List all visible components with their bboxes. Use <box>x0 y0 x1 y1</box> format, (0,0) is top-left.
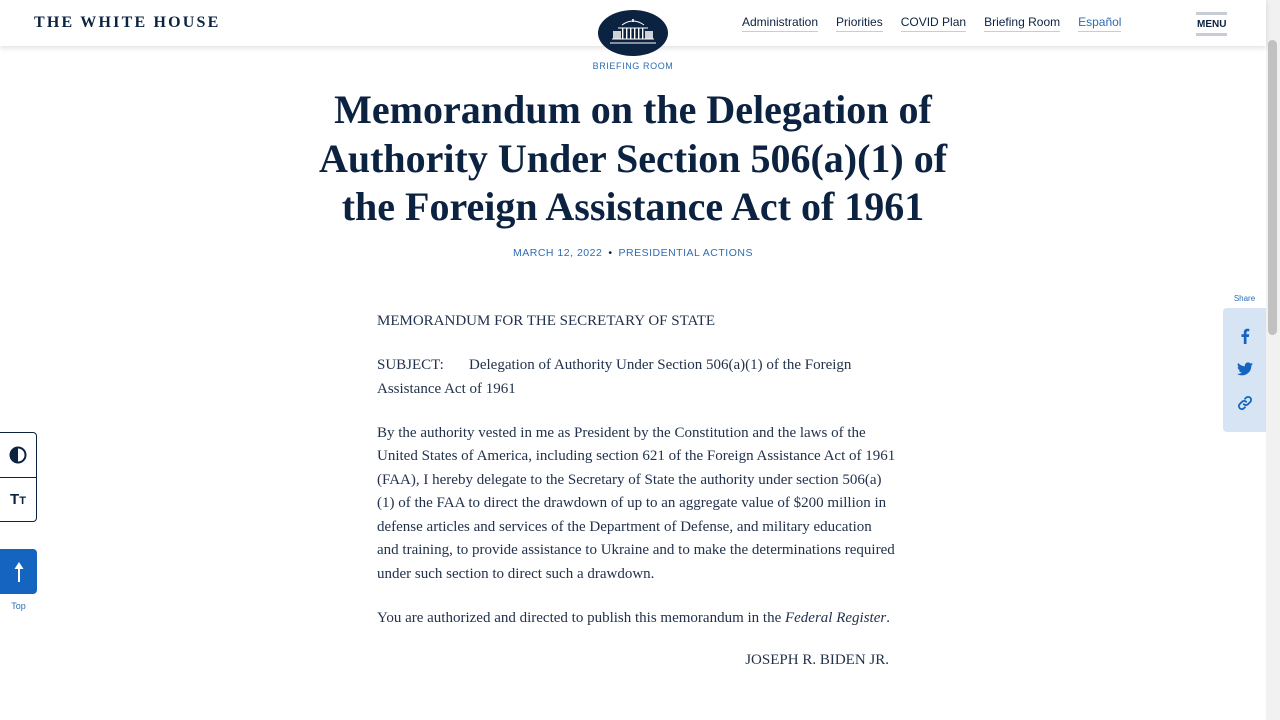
text-size-button[interactable] <box>0 477 36 521</box>
nav-covid-plan[interactable]: COVID Plan <box>901 15 966 32</box>
subject-label: SUBJECT: <box>377 357 444 373</box>
publish-text: You are authorized and directed to publish this memorandum in the <box>377 609 785 626</box>
memo-subject <box>377 354 897 401</box>
seal-label[interactable]: BRIEFING ROOM <box>592 61 674 71</box>
subject-text: Delegation of Authority Under Section 506(a)(1) of the Foreign Assistance Act of 1961 <box>377 357 852 397</box>
article-body <box>377 310 897 693</box>
article-date: MARCH 12, 2022 <box>513 247 603 259</box>
text-size-glyph-large: T <box>10 491 20 508</box>
memo-addressee: MEMORANDUM FOR THE SECRETARY OF STATE <box>377 313 716 329</box>
site-brand[interactable]: THE WHITE HOUSE <box>34 14 221 31</box>
federal-register-text: Federal Register <box>784 609 887 626</box>
article-category-link[interactable]: PRESIDENTIAL ACTIONS <box>618 247 753 259</box>
contrast-toggle-button[interactable] <box>0 433 36 477</box>
nav-briefing-room[interactable]: Briefing Room <box>984 15 1060 32</box>
page-scrollbar[interactable] <box>1266 0 1280 720</box>
link-icon <box>1237 395 1253 411</box>
memo-paragraph-publish <box>377 607 897 631</box>
text-size-icon <box>10 491 26 508</box>
publish-end: . <box>886 609 890 626</box>
share-facebook-button[interactable] <box>1223 321 1266 351</box>
back-to-top-button[interactable] <box>0 549 37 594</box>
article-meta <box>290 247 976 259</box>
memo-signature: JOSEPH R. BIDEN JR. <box>745 651 889 668</box>
memo-paragraph-authority: By the authority vested in me as President by the Constitution and the laws of the United States of America, including section 621 of the Foreign Assistance Act of 1961 (FAA), I hereby delegate to the Secretary of State the authority under section 506(a)(1) of the FAA to direct the drawdown of up to an aggregate value of $200 million in defense articles and services of the Department of Defense, and military education and training, to provide assistance to Ukraine and to make the determinations required under such section to direct such a drawdown. <box>377 424 896 582</box>
arrow-up-icon <box>13 560 25 584</box>
back-to-top-label[interactable]: Top <box>11 601 26 611</box>
white-house-seal-icon[interactable] <box>598 10 668 56</box>
facebook-icon <box>1240 328 1250 344</box>
contrast-icon <box>9 446 27 464</box>
twitter-icon <box>1237 362 1253 376</box>
accessibility-toolbar <box>0 432 37 522</box>
share-panel <box>1223 308 1266 432</box>
menu-label: MENU <box>1197 19 1227 30</box>
menu-button[interactable] <box>1196 12 1228 36</box>
nav-priorities[interactable]: Priorities <box>836 15 883 32</box>
share-copy-link-button[interactable] <box>1223 388 1266 418</box>
nav-administration[interactable]: Administration <box>742 15 818 32</box>
share-label: Share <box>1233 294 1256 303</box>
scrollbar-thumb[interactable] <box>1268 40 1277 335</box>
text-size-glyph-small: T <box>19 495 26 507</box>
menu-bar-bottom <box>1196 33 1227 36</box>
nav-language-espanol[interactable]: Español <box>1078 15 1121 32</box>
meta-separator: • <box>608 247 613 259</box>
page-title: Memorandum on the Delegation of Authority Under Section 506(a)(1) of the Foreign Assistance Act of 1961 <box>318 87 948 229</box>
main-nav <box>742 15 1139 32</box>
share-twitter-button[interactable] <box>1223 354 1266 384</box>
